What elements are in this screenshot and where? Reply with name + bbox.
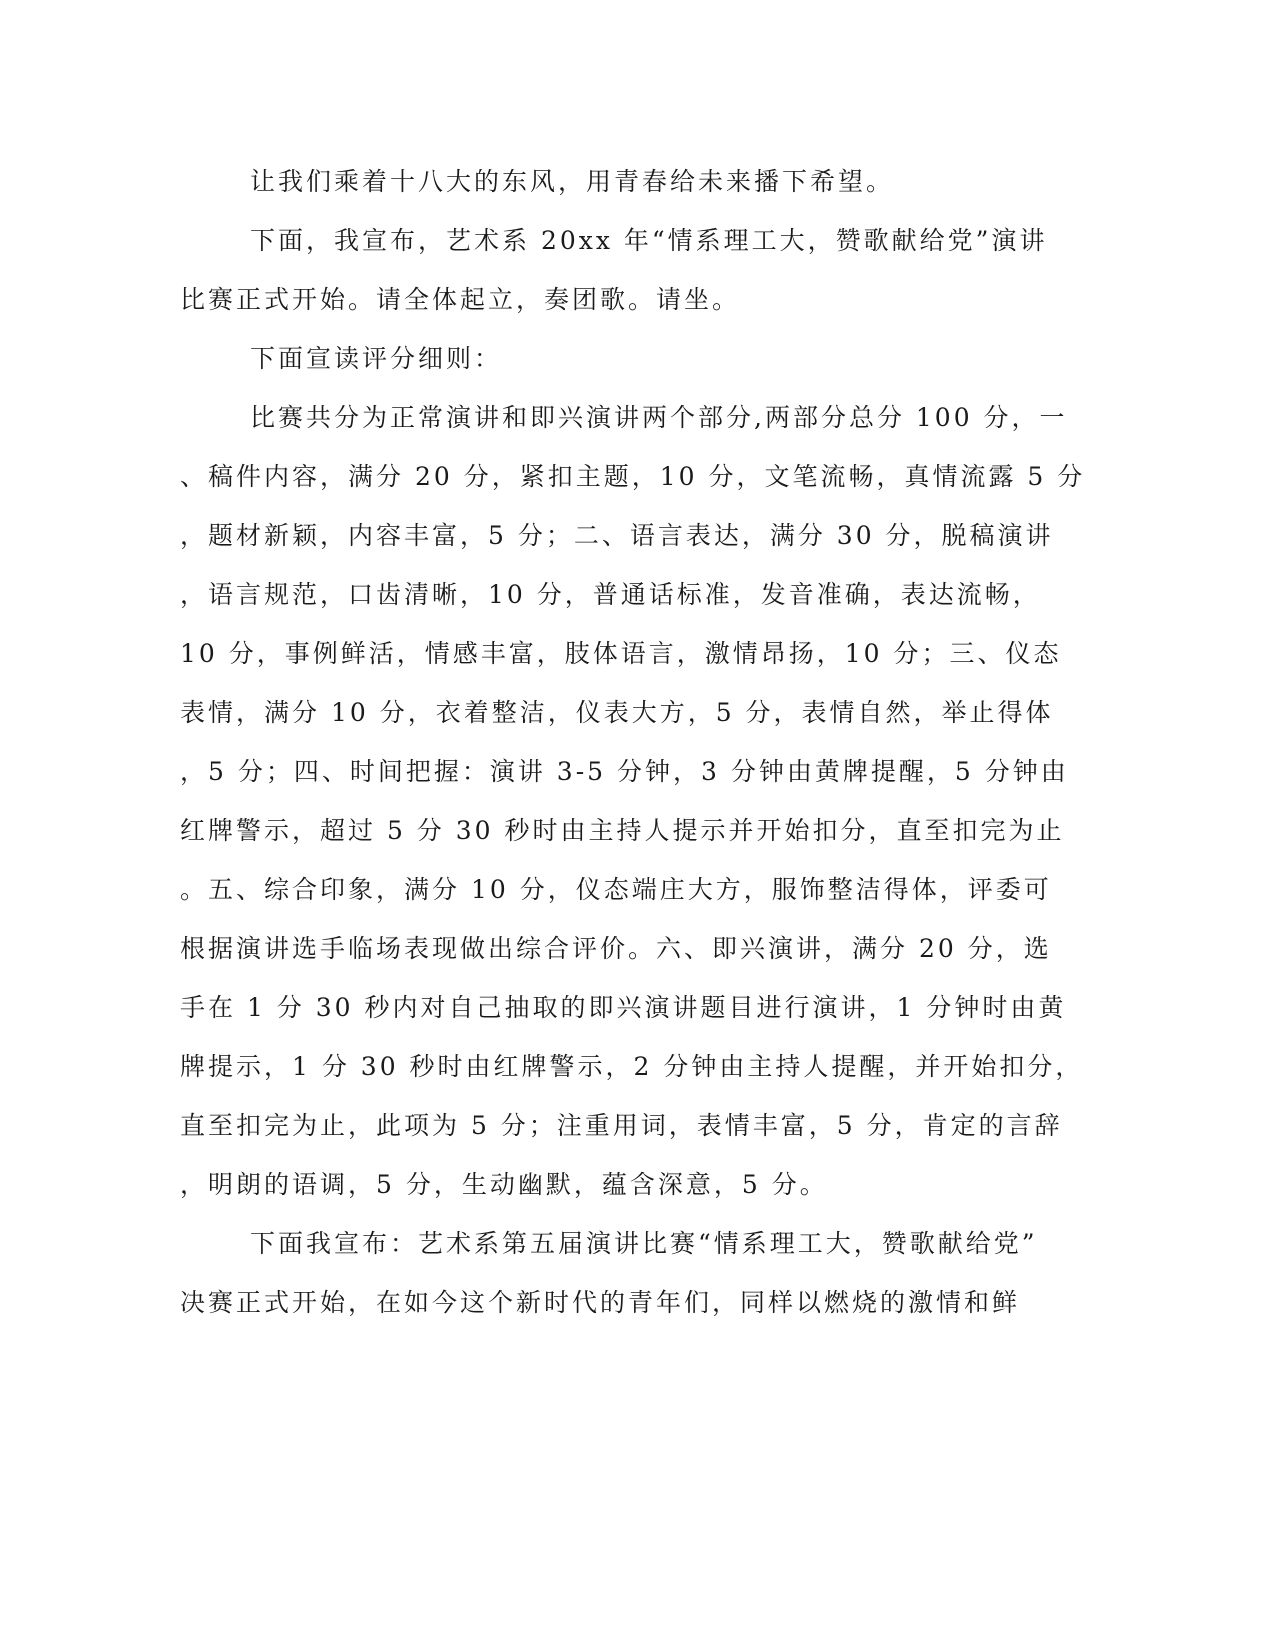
paragraph-4-line-7: ，5 分；四、时间把握：演讲 3-5 分钟，3 分钟由黄牌提醒，5 分钟由 [180,757,1069,786]
paragraph-4-line-5: 10 分，事例鲜活，情感丰富，肢体语言，激情昂扬，10 分；三、仪态 [180,639,1062,668]
paragraph-4-line-4: ，语言规范，口齿清晰，10 分，普通话标准，发音准确，表达流畅， [180,580,1041,609]
paragraph-1-line-1: 让我们乘着十八大的东风，用青春给未来播下希望。 [250,167,895,196]
paragraph-5-line-1: 下面我宣布：艺术系第五届演讲比赛“情系理工大，赞歌献给党” [250,1229,1038,1258]
paragraph-2-line-2: 比赛正式开始。请全体起立，奏团歌。请坐。 [180,285,741,314]
paragraph-4-line-1: 比赛共分为正常演讲和即兴演讲两个部分,两部分总分 100 分，一 [250,403,1068,432]
paragraph-4-line-13: 直至扣完为止，此项为 5 分；注重用词，表情丰富，5 分，肯定的言辞 [180,1111,1063,1140]
paragraph-4-line-8: 红牌警示，超过 5 分 30 秒时由主持人提示并开始扣分，直至扣完为止 [180,816,1065,845]
paragraph-2-line-1: 下面，我宣布，艺术系 20xx 年“情系理工大，赞歌献给党”演讲 [250,226,1048,255]
paragraph-3-line-1: 下面宣读评分细则： [250,344,503,373]
paragraph-4-line-14: ，明朗的语调，5 分，生动幽默，蕴含深意，5 分。 [180,1170,828,1199]
paragraph-4-line-9: 。五、综合印象，满分 10 分，仪态端庄大方，服饰整洁得体，评委可 [180,875,1052,904]
paragraph-4-line-2: 、稿件内容，满分 20 分，紧扣主题，10 分，文笔流畅，真情流露 5 分 [180,462,1086,491]
paragraph-5-line-2: 决赛正式开始，在如今这个新时代的青年们，同样以燃烧的激情和鲜 [180,1288,1021,1317]
paragraph-4-line-12: 牌提示，1 分 30 秒时由红牌警示，2 分钟由主持人提醒，并开始扣分， [180,1052,1084,1081]
paragraph-4-line-10: 根据演讲选手临场表现做出综合评价。六、即兴演讲，满分 20 分，选 [180,934,1052,963]
paragraph-4-line-11: 手在 1 分 30 秒内对自己抽取的即兴演讲题目进行演讲，1 分钟时由黄 [180,993,1067,1022]
paragraph-4-line-3: ，题材新颖，内容丰富，5 分；二、语言表达，满分 30 分，脱稿演讲 [180,521,1054,550]
paragraph-4-line-6: 表情，满分 10 分，衣着整洁，仪表大方，5 分，表情自然，举止得体 [180,698,1054,727]
